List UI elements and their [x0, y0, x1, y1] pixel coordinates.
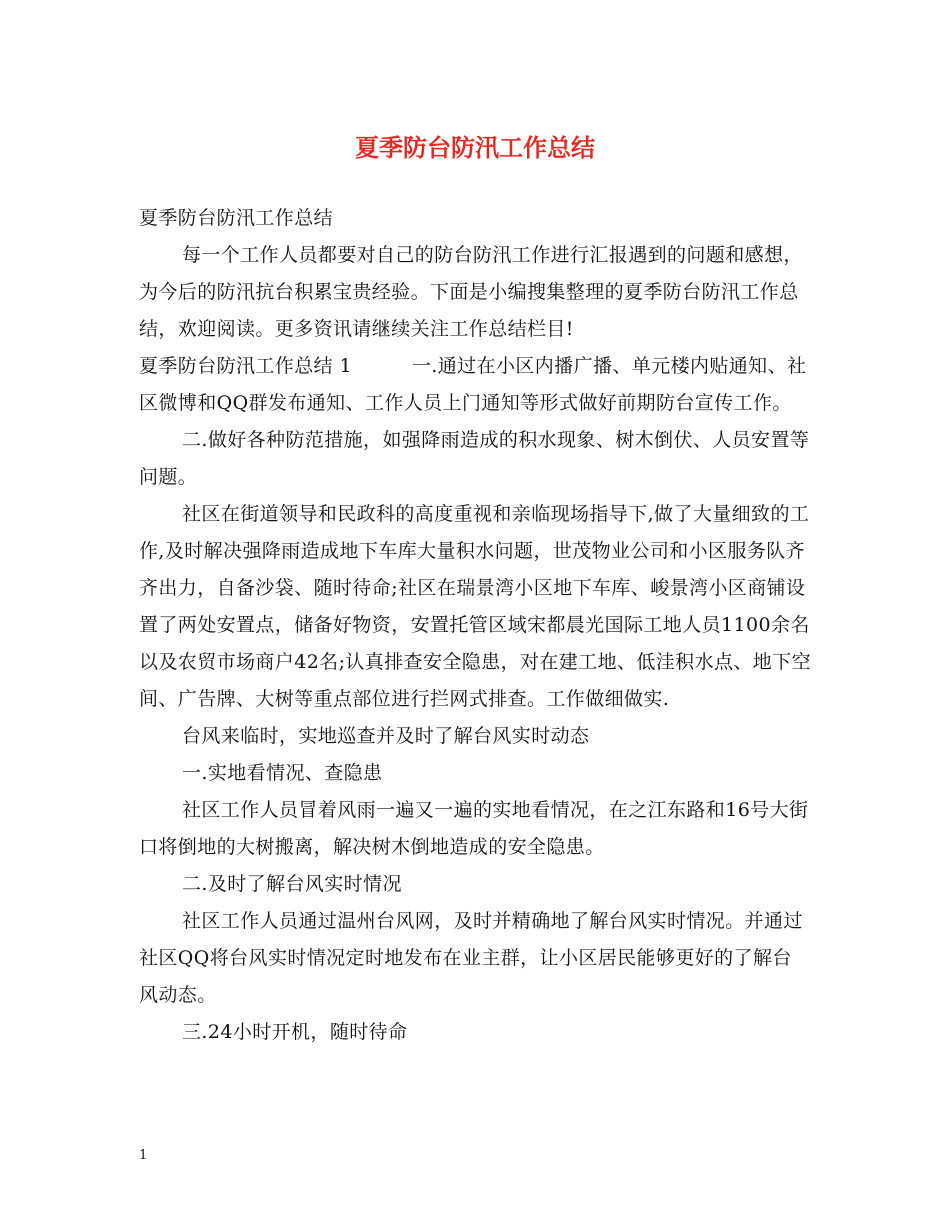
section1-heading: 夏季防台防汛工作总结 1 [139, 355, 352, 377]
intro-paragraph: 每一个工作人员都要对自己的防台防汛工作进行汇报遇到的问题和感想，为今后的防汛抗台积累宝贵经验。下面是小编搜集整理的夏季防台防汛工作总结，欢迎阅读。更多资讯请继续关注工作总结栏目! [139, 244, 803, 340]
page-number: 1 [139, 1148, 148, 1163]
document-subtitle: 夏季防台防汛工作总结 [139, 207, 334, 229]
sub2-heading: 二.及时了解台风实时情况 [182, 873, 402, 895]
sub1-heading: 一.实地看情况、查隐患 [182, 762, 383, 784]
document-body [139, 200, 811, 1051]
section1-item1: 一.通过在小区内播广播、单元楼内贴通知、社区微博和QQ群发布通知、工作人员上门通知等形式做好前期防台宣传工作。 [139, 355, 807, 414]
document-title: 夏季防台防汛工作总结 [355, 134, 595, 162]
community-paragraph: 社区在街道领导和民政科的高度重视和亲临现场指导下,做了大量细致的工作,及时解决强降雨造成地下车库大量积水问题，世茂物业公司和小区服务队齐齐出力，自备沙袋、随时待命;社区在瑞景湾小区地下车库、峻景湾小区商铺设置了两处安置点，储备好物资，安置托管区域宋都晨光国际工地人员1100余名以及农贸市场商户42名;认真排查安全隐患，对在建工地、低洼积水点、地下空间、广告牌、大树等重点部位进行拦网式排查。工作做细做实. [139, 503, 811, 710]
sub3-heading: 三.24小时开机，随时待命 [182, 1021, 408, 1043]
section1-paragraph [139, 348, 811, 422]
sub2-paragraph: 社区工作人员通过温州台风网，及时并精确地了解台风实时情况。并通过社区QQ将台风实时情况定时地发布在业主群，让小区居民能够更好的了解台风动态。 [139, 910, 803, 1006]
sub1-paragraph: 社区工作人员冒着风雨一遍又一遍的实地看情况，在之江东路和16号大街口将倒地的大树搬离，解决树木倒地造成的安全隐患。 [139, 799, 809, 858]
item2-paragraph: 二.做好各种防范措施，如强降雨造成的积水现象、树木倒伏、人员安置等问题。 [139, 429, 810, 488]
typhoon-heading: 台风来临时，实地巡查并及时了解台风实时动态 [182, 725, 590, 747]
